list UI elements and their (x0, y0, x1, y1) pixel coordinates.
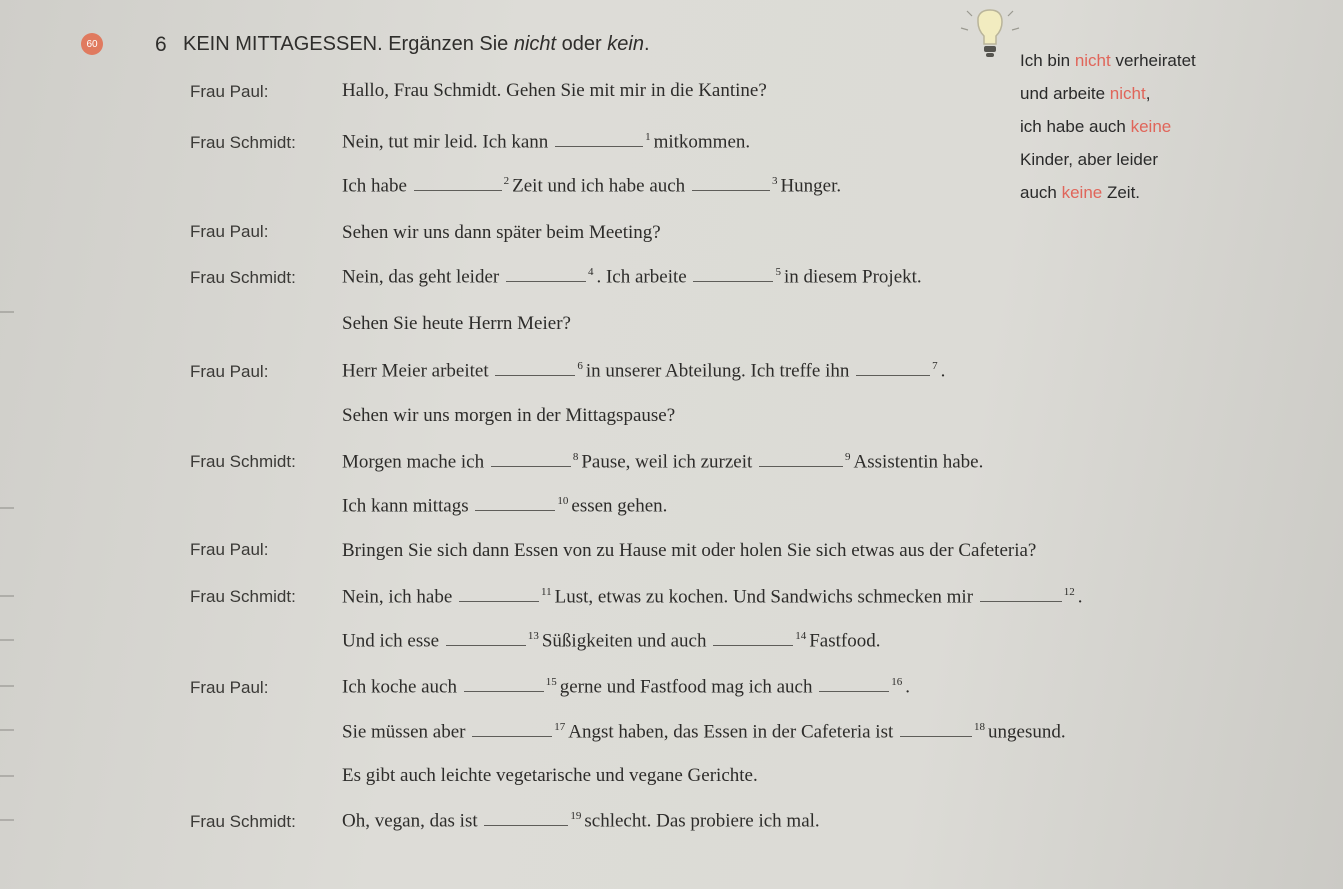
answer-blank[interactable] (713, 631, 793, 646)
line-text: . (940, 360, 946, 382)
margin-tick-marks (0, 0, 40, 889)
dialogue-line (342, 676, 910, 698)
speaker-label: Frau Paul: (190, 678, 269, 697)
line-text: . (1077, 586, 1083, 608)
gap-number: 12 (1063, 586, 1075, 598)
line-text: Sehen wir uns morgen in der Mittagspause? (342, 405, 676, 426)
answer-blank[interactable] (692, 176, 770, 191)
answer-blank[interactable] (856, 361, 930, 376)
tip-highlight: nicht (1074, 51, 1111, 70)
line-text: ungesund. (988, 721, 1066, 743)
gap-number: 13 (527, 630, 539, 642)
dialogue-line (342, 451, 983, 473)
tip-line (1020, 143, 1320, 176)
answer-blank[interactable] (980, 587, 1062, 602)
answer-blank[interactable] (900, 722, 972, 737)
gap-number: 8 (572, 451, 579, 463)
answer-blank[interactable] (819, 677, 889, 692)
answer-blank[interactable] (464, 677, 544, 692)
speaker-label: Frau Paul: (190, 540, 269, 559)
line-text: gerne und Fastfood mag ich auch (559, 676, 813, 698)
line-text: Herr Meier arbeitet (342, 360, 489, 382)
tip-text: Kinder, aber leider (1020, 150, 1158, 169)
line-text: essen gehen. (571, 495, 668, 517)
line-text: Sehen Sie heute Herrn Meier? (342, 313, 571, 334)
speaker-label: Frau Schmidt: (190, 587, 296, 606)
gap-number: 3 (771, 175, 778, 187)
gap-number: 1 (645, 131, 651, 143)
tip-text: Ich bin (1020, 51, 1075, 70)
tip-text: , (1145, 84, 1151, 103)
line-text: . (905, 676, 910, 698)
line-text: Ich habe (342, 175, 407, 197)
answer-blank[interactable] (484, 811, 568, 826)
answer-blank[interactable] (446, 631, 526, 646)
speaker-label: Frau Schmidt: (190, 268, 296, 287)
gap-number: 11 (541, 586, 552, 598)
title-nicht: nicht (513, 33, 557, 55)
gap-number: 5 (775, 266, 781, 278)
gap-number: 14 (795, 630, 807, 642)
gap-number: 4 (587, 266, 594, 278)
line-text: Bringen Sie sich dann Essen von zu Hause mit oder holen Sie sich etwas aus der Cafeteria? (342, 540, 1037, 561)
gap-number: 19 (570, 810, 582, 822)
dialogue-line (342, 630, 880, 652)
dialogue-line (342, 222, 661, 244)
dialogue-line (342, 495, 667, 517)
dialogue-line (342, 131, 750, 153)
gap-number: 16 (891, 676, 903, 688)
line-text: in unserer Abteilung. Ich treffe ihn (585, 360, 850, 382)
line-text: Assistentin habe. (853, 451, 984, 473)
speaker-label: Frau Schmidt: (190, 133, 296, 152)
line-text: Nein, tut mir leid. Ich kann (342, 131, 549, 153)
line-text: Hunger. (780, 175, 842, 197)
line-text: Sehen wir uns dann später beim Meeting? (342, 222, 661, 243)
tip-line (1020, 176, 1320, 209)
answer-blank[interactable] (759, 452, 843, 467)
line-text: Ich kann mittags (342, 495, 469, 517)
line-text: Nein, ich habe (342, 586, 453, 608)
answer-blank[interactable] (495, 361, 575, 376)
gap-number: 7 (932, 360, 938, 372)
gap-number: 6 (577, 360, 583, 372)
answer-blank[interactable] (414, 176, 502, 191)
line-text: Nein, das geht leider (342, 266, 500, 288)
answer-blank[interactable] (475, 496, 555, 511)
line-text: Hallo, Frau Schmidt. Gehen Sie mit mir in die Kantine? (342, 80, 767, 101)
lightbulb-icon (958, 8, 1022, 68)
line-text: Pause, weil ich zurzeit (581, 451, 753, 473)
answer-blank[interactable] (472, 722, 552, 737)
line-text: Ich koche auch (342, 676, 457, 698)
tip-text: verheiratet (1110, 51, 1196, 70)
dialogue-line (342, 810, 820, 832)
tip-highlight: keine (1061, 183, 1103, 202)
line-text: Oh, vegan, das ist (342, 810, 478, 832)
dialogue-line (342, 721, 1066, 743)
line-text: Zeit und ich habe auch (512, 175, 686, 197)
line-text: Es gibt auch leichte vegetarische und vegane Gerichte. (342, 765, 758, 786)
answer-blank[interactable] (555, 132, 643, 147)
dialogue-line (342, 360, 945, 382)
line-text: Morgen mache ich (342, 451, 485, 473)
dialogue-line (342, 175, 841, 197)
dialogue-line (342, 586, 1083, 608)
tip-line (1020, 77, 1320, 110)
speaker-label: Frau Paul: (190, 82, 269, 101)
exercise-title (183, 33, 650, 56)
speaker-label: Frau Schmidt: (190, 452, 296, 471)
answer-blank[interactable] (491, 452, 571, 467)
title-text-c: . (643, 33, 650, 55)
tip-text: Zeit. (1102, 183, 1141, 202)
answer-blank[interactable] (506, 267, 586, 282)
title-text-a: KEIN MITTAGESSEN. Ergänzen Sie (183, 33, 514, 55)
tip-line (1020, 44, 1320, 77)
gap-number: 15 (545, 676, 557, 688)
gap-number: 2 (503, 175, 510, 187)
answer-blank[interactable] (459, 587, 539, 602)
line-text: Sie müssen aber (342, 721, 466, 743)
gap-number: 10 (557, 495, 569, 507)
line-text: Angst haben, das Essen in der Cafeteria ist (568, 721, 894, 743)
dialogue-line (342, 405, 675, 427)
line-text: Fastfood. (809, 630, 881, 652)
tip-text: auch (1020, 183, 1062, 202)
dialogue-line (342, 313, 571, 335)
dialogue-line (342, 765, 758, 787)
gap-number: 17 (554, 721, 566, 733)
title-kein: kein (607, 33, 644, 55)
tip-box (1020, 44, 1320, 209)
dialogue-line (342, 80, 767, 102)
line-text: Süßigkeiten und auch (541, 630, 707, 652)
tip-highlight: nicht (1109, 84, 1146, 103)
line-text: Lust, etwas zu kochen. Und Sandwichs schmecken mir (554, 586, 974, 608)
line-text: Und ich esse (342, 630, 440, 652)
line-text: in diesem Projekt. (783, 266, 922, 288)
tip-text: und arbeite (1020, 84, 1110, 103)
dialogue-line (342, 266, 922, 288)
tip-line (1020, 110, 1320, 143)
audio-track-badge: 60 (81, 33, 103, 55)
line-text: mitkommen. (653, 131, 751, 153)
dialogue-line (342, 540, 1036, 562)
tip-text: ich habe auch (1020, 117, 1131, 136)
gap-number: 18 (974, 721, 986, 733)
gap-number: 9 (845, 451, 851, 463)
tip-highlight: keine (1130, 117, 1172, 136)
line-text: schlecht. Das probiere ich mal. (584, 810, 820, 832)
line-text: . Ich arbeite (596, 266, 687, 288)
speaker-label: Frau Paul: (190, 222, 269, 241)
exercise-number: 6 (155, 33, 167, 56)
title-text-b: oder (556, 33, 608, 55)
speaker-label: Frau Schmidt: (190, 812, 296, 831)
answer-blank[interactable] (693, 267, 773, 282)
speaker-label: Frau Paul: (190, 362, 269, 381)
